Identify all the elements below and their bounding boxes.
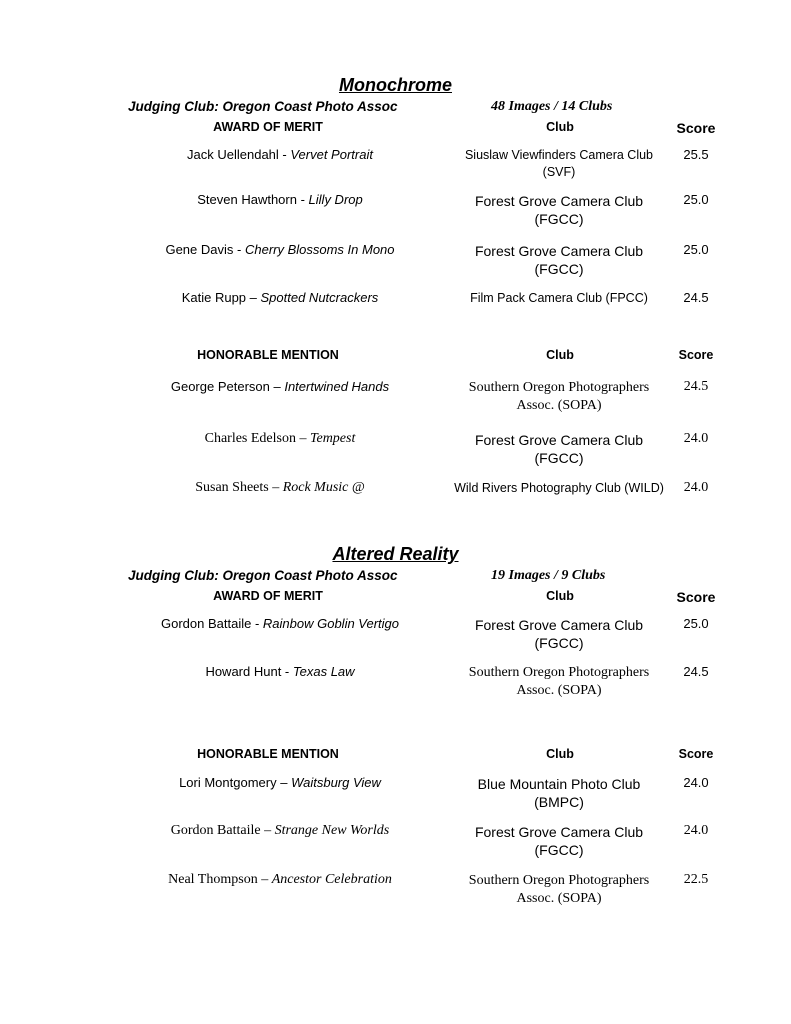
judging-club: Judging Club: Oregon Coast Photo Assoc <box>128 99 398 114</box>
score-header: Score <box>678 747 714 761</box>
image-title: Ancestor Celebration <box>271 872 392 887</box>
entry-row <box>110 616 450 631</box>
image-title: Lilly Drop <box>308 192 363 207</box>
entry-score: 24.0 <box>683 775 709 790</box>
entry-row <box>110 823 450 839</box>
entry-score: 25.0 <box>683 616 709 631</box>
section-title: Altered Reality <box>332 544 459 564</box>
entrant-name: Gordon Battaile - <box>161 616 260 631</box>
image-title: Intertwined Hands <box>284 379 390 394</box>
judging-club: Judging Club: Oregon Coast Photo Assoc <box>128 568 398 583</box>
entrant-name: Susan Sheets – <box>195 480 280 495</box>
image-title: Spotted Nutcrackers <box>260 290 379 305</box>
entry-club: Forest Grove Camera Club (FGCC) <box>474 193 644 227</box>
image-title: Strange New Worlds <box>274 823 390 838</box>
entry-club: Southern Oregon Photographers Assoc. (SOPA) <box>468 665 650 698</box>
entry-score: 25.5 <box>683 147 709 162</box>
entry-row <box>110 379 450 394</box>
entry-club: Forest Grove Camera Club (FGCC) <box>474 617 644 651</box>
entry-club: Forest Grove Camera Club (FGCC) <box>474 824 644 858</box>
image-title: Rainbow Goblin Vertigo <box>262 616 399 631</box>
entry-score: 24.0 <box>683 480 709 495</box>
club-header: Club <box>546 348 574 362</box>
score-header: Score <box>676 589 716 605</box>
image-title: Rock Music @ <box>282 480 365 495</box>
entry-score: 24.5 <box>683 664 709 679</box>
entry-club: Wild Rivers Photography Club (WILD) <box>454 481 664 495</box>
image-count: 48 Images / 14 Clubs <box>491 99 613 114</box>
entrant-name: Lori Montgomery – <box>179 775 288 790</box>
entry-score: 22.5 <box>683 872 709 887</box>
club-header: Club <box>546 120 574 134</box>
entry-score: 25.0 <box>683 192 709 207</box>
image-count: 19 Images / 9 Clubs <box>491 568 606 583</box>
score-header: Score <box>676 120 716 136</box>
entry-row <box>110 242 450 257</box>
entrant-name: Steven Hawthorn - <box>197 192 305 207</box>
entrant-name: Jack Uellendahl - <box>187 147 287 162</box>
score-header: Score <box>678 348 714 362</box>
entry-score: 25.0 <box>683 242 709 257</box>
entrant-name: Neal Thompson – <box>168 872 269 887</box>
entry-row <box>110 147 450 162</box>
club-header: Club <box>546 747 574 761</box>
entry-row <box>110 431 450 447</box>
entry-score: 24.0 <box>683 431 709 446</box>
entry-score: 24.5 <box>683 379 709 394</box>
entry-row <box>110 480 450 496</box>
award-header: AWARD OF MERIT <box>213 589 323 603</box>
entry-row <box>110 664 450 679</box>
image-title: Texas Law <box>292 664 355 679</box>
entrant-name: Gordon Battaile – <box>170 823 272 838</box>
entrant-name: George Peterson – <box>170 379 281 394</box>
entry-score: 24.0 <box>683 823 709 838</box>
entry-club: Blue Mountain Photo Club (BMPC) <box>477 776 641 810</box>
entrant-name: Howard Hunt - <box>205 664 290 679</box>
image-title: Vervet Portrait <box>290 147 373 162</box>
image-title: Tempest <box>309 431 356 446</box>
entry-club: Forest Grove Camera Club (FGCC) <box>474 432 644 466</box>
award-header: AWARD OF MERIT <box>213 120 323 134</box>
image-title: Cherry Blossoms In Mono <box>244 242 395 257</box>
entry-row <box>110 872 450 888</box>
entry-club: Siuslaw Viewfinders Camera Club (SVF) <box>464 148 654 179</box>
honorable-mention-header: HONORABLE MENTION <box>197 348 339 362</box>
club-header: Club <box>546 589 574 603</box>
entrant-name: Gene Davis - <box>165 242 242 257</box>
honorable-mention-header: HONORABLE MENTION <box>197 747 339 761</box>
section-title: Monochrome <box>338 75 452 95</box>
entrant-name: Charles Edelson – <box>204 431 307 446</box>
entry-club: Forest Grove Camera Club (FGCC) <box>474 243 644 277</box>
entry-club: Southern Oregon Photographers Assoc. (SOPA) <box>468 873 650 906</box>
entry-row <box>110 290 450 305</box>
entry-row <box>110 192 450 207</box>
entry-row <box>110 775 450 790</box>
entry-club: Southern Oregon Photographers Assoc. (SOPA) <box>468 380 650 413</box>
image-title: Waitsburg View <box>291 775 381 790</box>
entry-club: Film Pack Camera Club (FPCC) <box>470 291 648 305</box>
entry-score: 24.5 <box>683 290 709 305</box>
entrant-name: Katie Rupp – <box>181 290 257 305</box>
